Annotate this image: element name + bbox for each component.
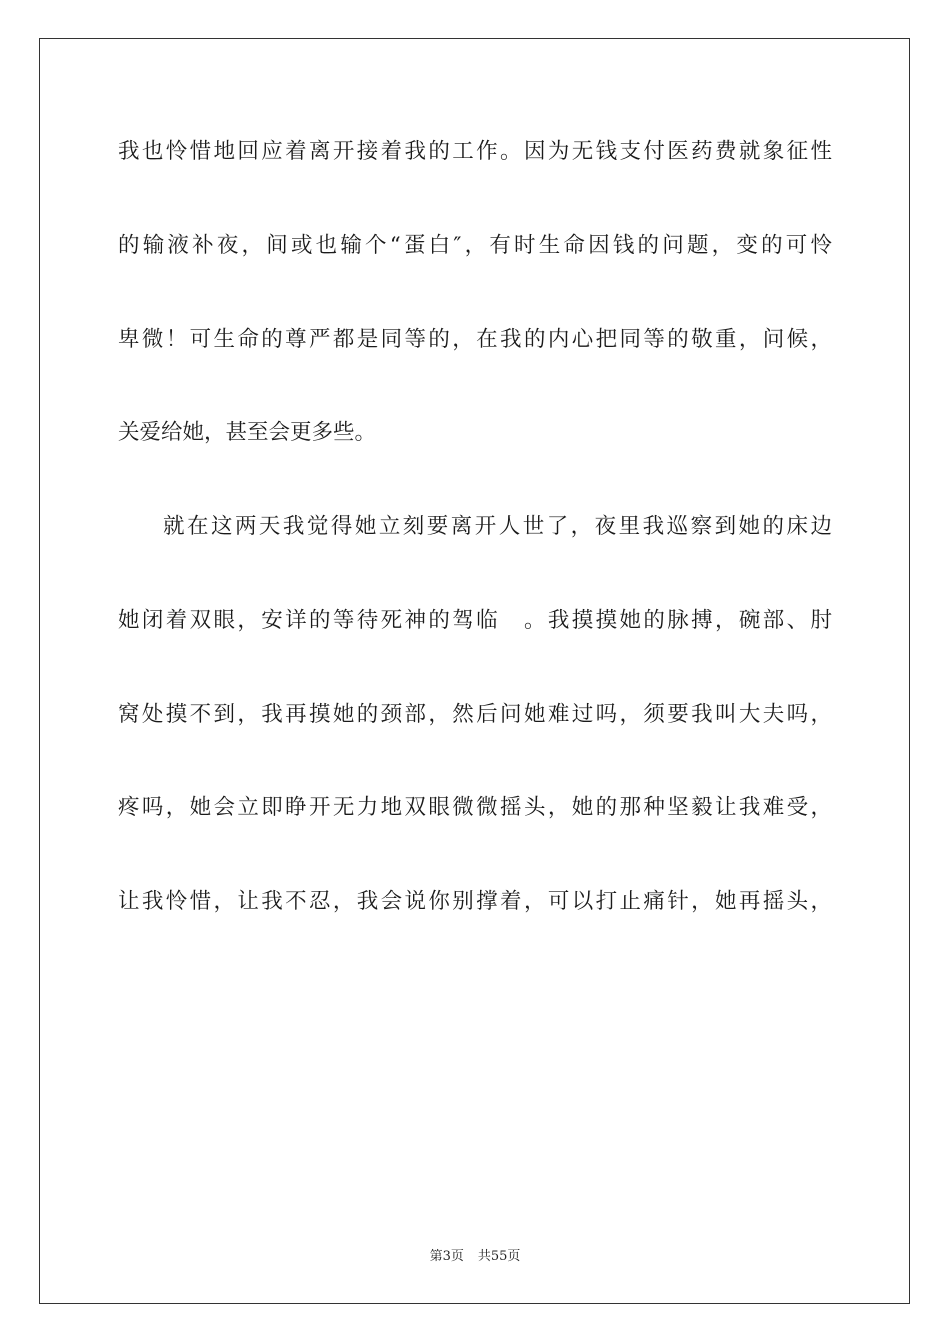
text-line: 让我怜惜，让我不忍，我会说你别撑着，可以打止痛针，她再摇头， — [118, 889, 832, 914]
total-pages: 共55页 — [477, 1249, 521, 1264]
page-footer — [0, 1245, 950, 1264]
text-line: 的输液补夜，间或也输个“蛋白″，有时生命因钱的问题，变的可怜 — [118, 232, 832, 258]
current-page-number: 第3页 — [429, 1249, 464, 1264]
text-line: 关爱给她，甚至会更多些。 — [118, 420, 377, 446]
text-line: 窝处摸不到，我再摸她的颈部，然后问她难过吗，须要我叫大夫吗， — [118, 701, 832, 727]
text-line: 卑微！可生命的尊严都是同等的，在我的内心把同等的敬重，问候， — [118, 326, 832, 352]
text-line: 她闭着双眼，安详的等待死神的驾临 。我摸摸她的脉搏，碗部、肘 — [118, 607, 832, 633]
text-line: 我也怜惜地回应着离开接着我的工作。因为无钱支付医药费就象征性 — [118, 139, 832, 164]
paragraph-start-line: 就在这两天我觉得她立刻要离开人世了，夜里我巡察到她的床边 — [163, 514, 832, 539]
text-line: 疼吗，她会立即睁开无力地双眼微微摇头，她的那种坚毅让我难受， — [118, 795, 832, 821]
document-body — [118, 120, 832, 964]
